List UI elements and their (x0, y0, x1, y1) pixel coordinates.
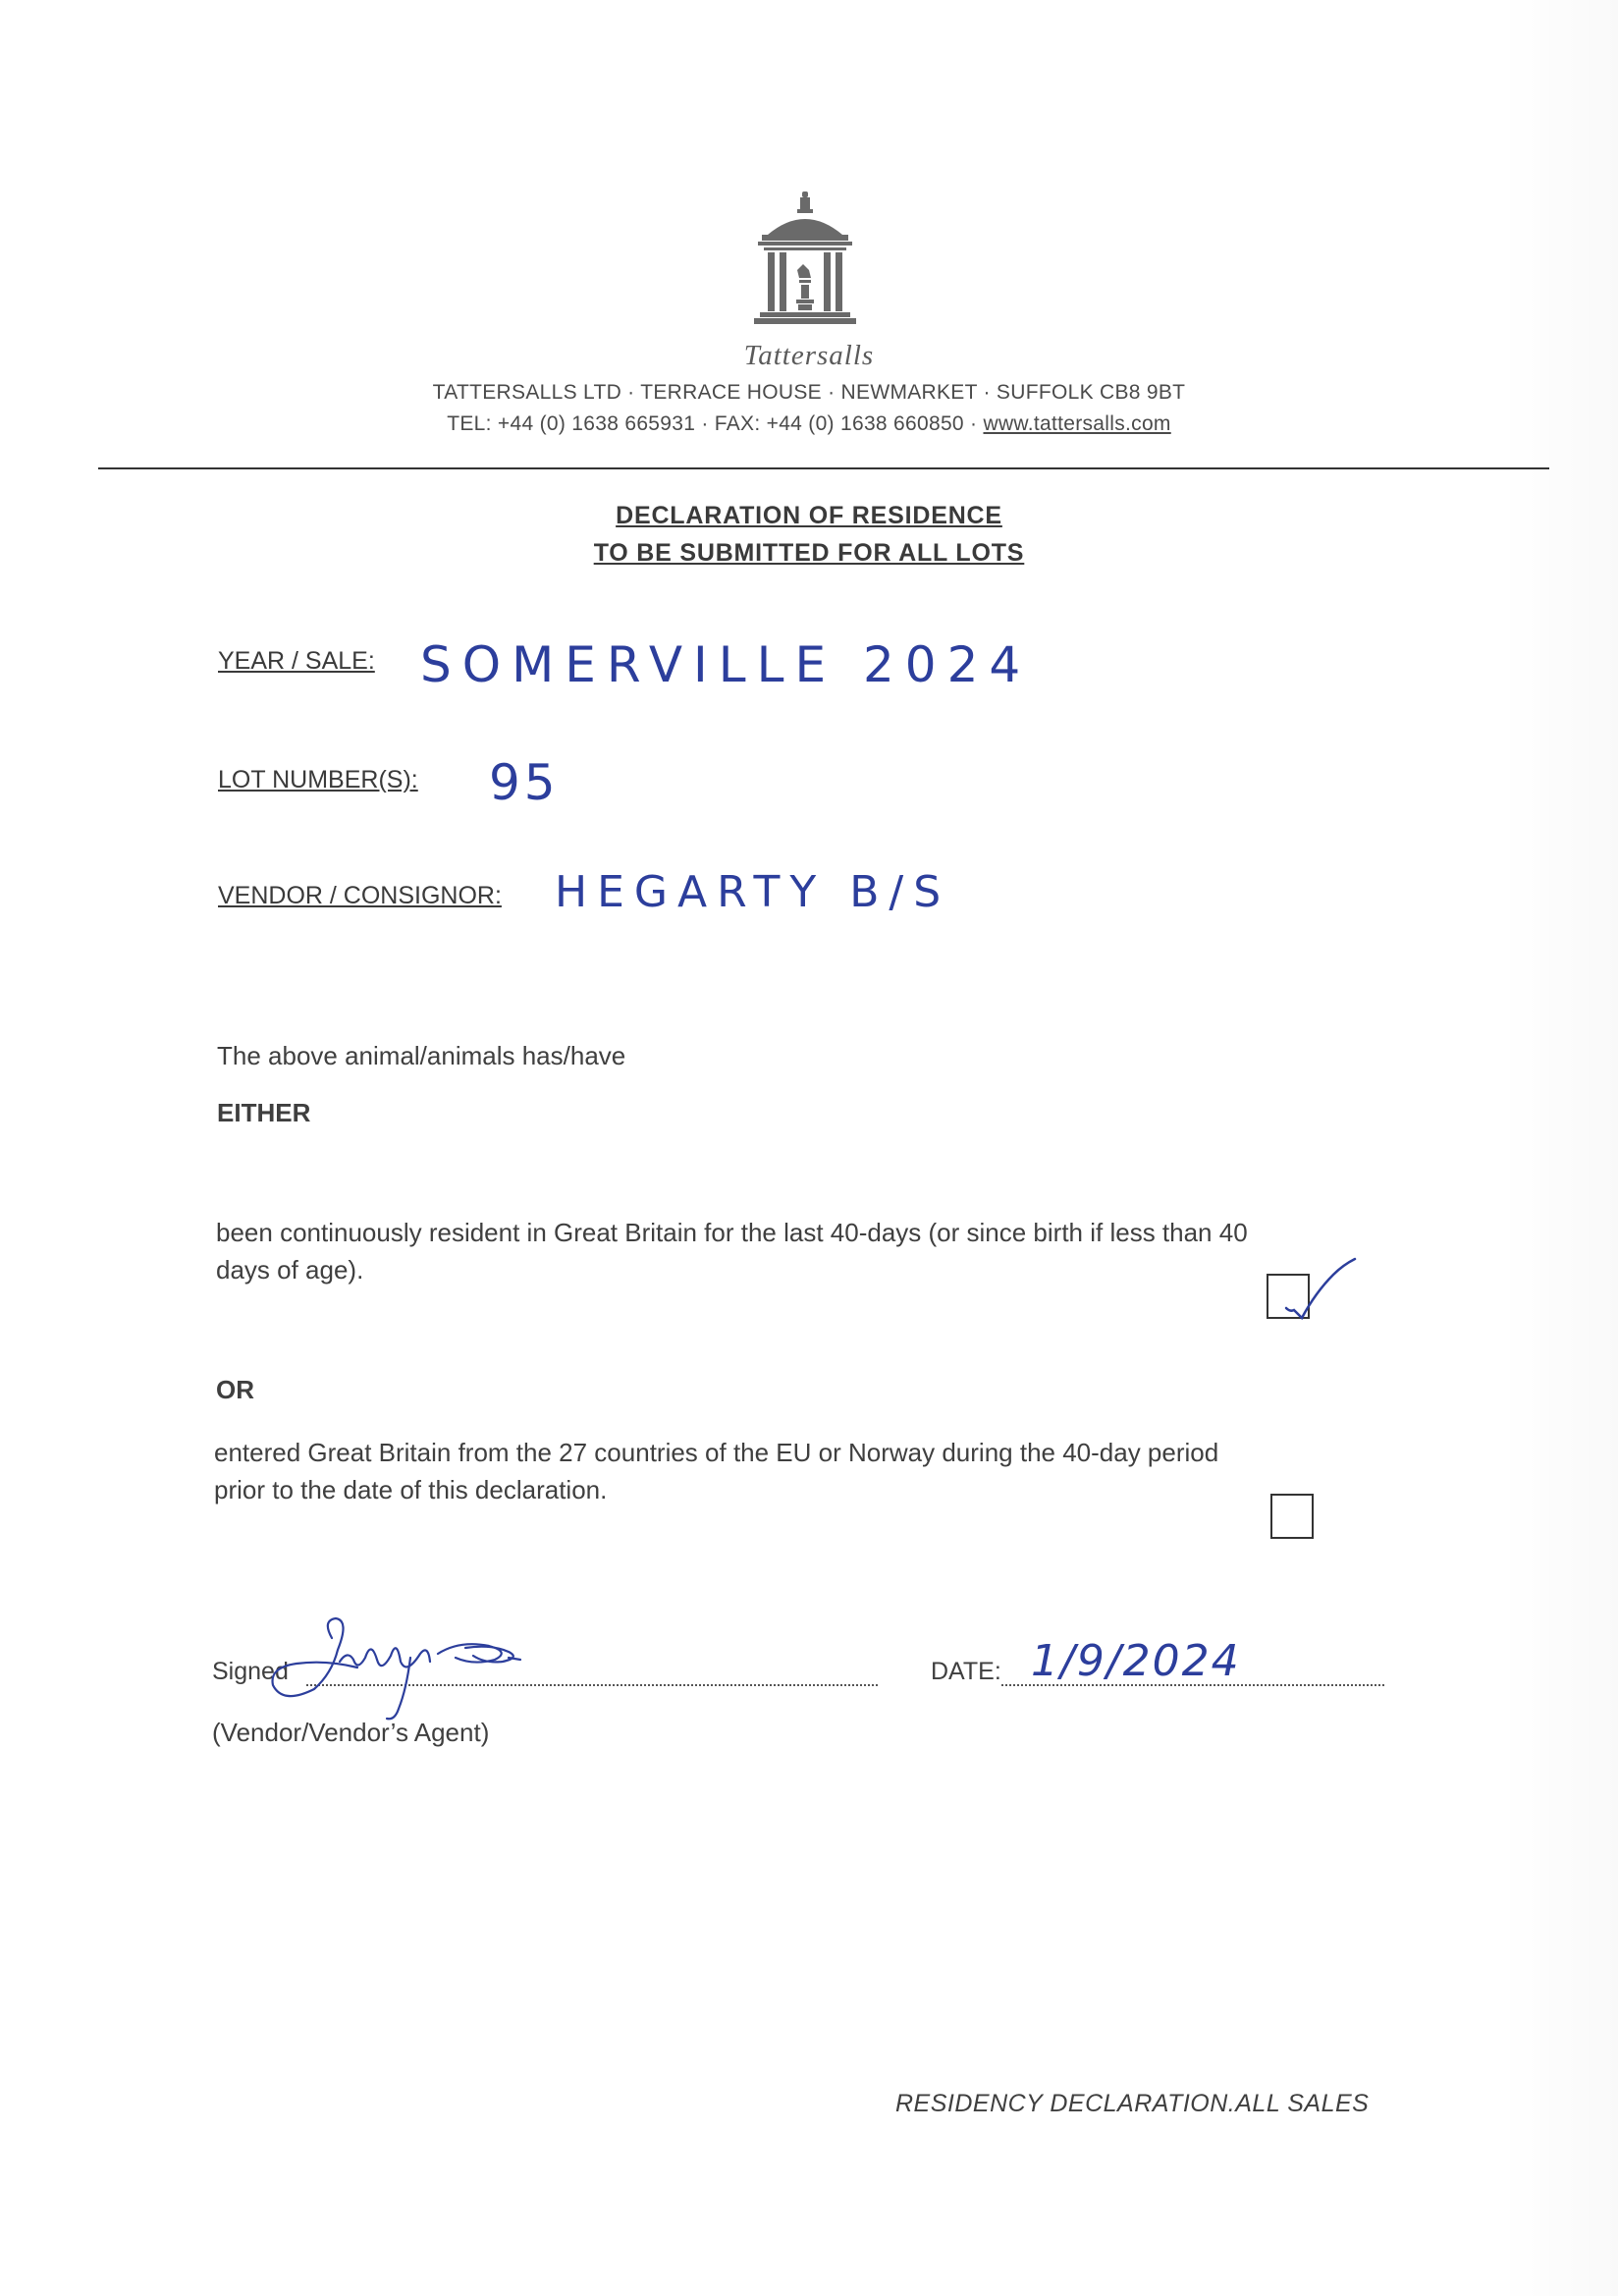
footer-reference: RESIDENCY DECLARATION.ALL SALES (895, 2090, 1370, 2117)
handwritten-signature[interactable] (263, 1611, 602, 1723)
either-label: EITHER (217, 1098, 311, 1127)
document-subtitle: TO BE SUBMITTED FOR ALL LOTS (593, 539, 1025, 567)
date-label: DATE: (931, 1658, 1001, 1685)
document-title: DECLARATION OF RESIDENCE (616, 502, 1002, 529)
vendor-value[interactable]: HEGARTY B/S (555, 867, 951, 917)
option1-line1: been continuously resident in Great Britain for the last 40-days (or since birth if less than 40 (216, 1218, 1248, 1247)
handwritten-tick-icon (1272, 1253, 1363, 1322)
or-label: OR (216, 1375, 254, 1404)
company-contact (0, 412, 1618, 436)
contact-numbers: TEL: +44 (0) 1638 665931 · FAX: +44 (0) 1638 660850 · (447, 412, 984, 435)
website-link[interactable]: www.tattersalls.com (983, 412, 1171, 435)
header-divider (98, 467, 1549, 469)
tattersalls-logo-icon (746, 191, 864, 339)
brand-name: Tattersalls (743, 340, 875, 371)
signer-role: (Vendor/Vendor’s Agent) (212, 1718, 490, 1747)
lot-number-value[interactable]: 95 (489, 754, 560, 811)
date-value[interactable]: 1/9/2024 (1031, 1636, 1241, 1686)
company-address: TATTERSALLS LTD · TERRACE HOUSE · NEWMARKET · SUFFOLK CB8 9BT (432, 381, 1186, 404)
vendor-label: VENDOR / CONSIGNOR: (218, 882, 502, 909)
year-sale-label: YEAR / SALE: (218, 647, 375, 675)
option2-checkbox[interactable] (1270, 1494, 1314, 1539)
option2-line2: prior to the date of this declaration. (214, 1475, 608, 1504)
option1-line2: days of age). (216, 1255, 364, 1285)
year-sale-value[interactable]: SOMERVILLE 2024 (420, 636, 1032, 693)
signed-label: Signed (212, 1658, 289, 1685)
option2-line1: entered Great Britain from the 27 countries of the EU or Norway during the 40-day period (214, 1438, 1219, 1467)
lot-number-label: LOT NUMBER(S): (218, 766, 418, 793)
intro-text: The above animal/animals has/have (217, 1041, 626, 1070)
